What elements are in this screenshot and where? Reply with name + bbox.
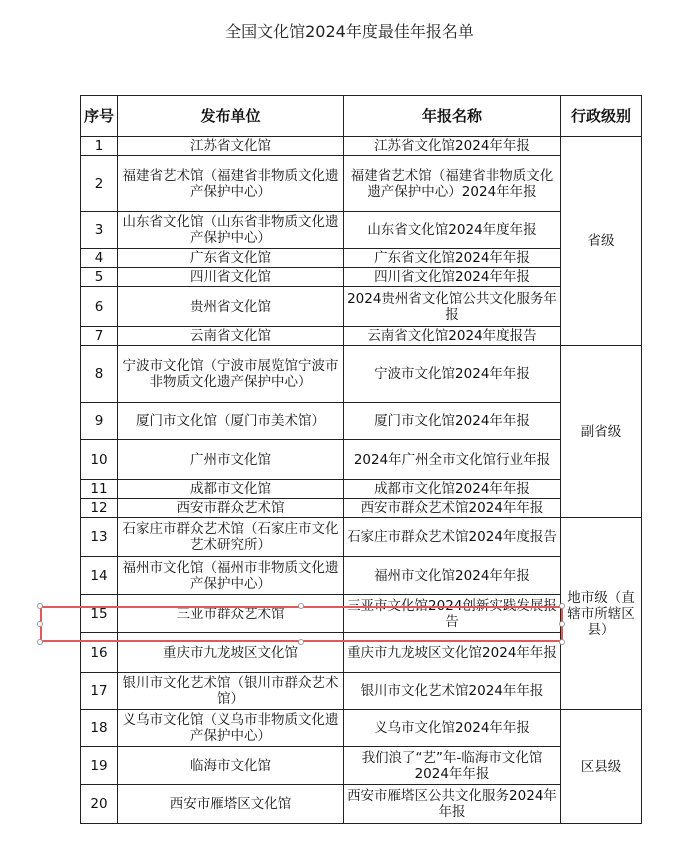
report-name: 福州市文化馆2024年年报	[344, 557, 561, 595]
publishing-unit: 石家庄市群众艺术馆（石家庄市文化艺术研究所）	[118, 518, 344, 557]
report-name: 四川省文化馆2024年年报	[344, 268, 561, 287]
publishing-unit: 广东省文化馆	[118, 249, 344, 268]
publishing-unit: 三亚市群众艺术馆	[118, 595, 344, 633]
row-number: 13	[81, 518, 118, 557]
row-number: 4	[81, 249, 118, 268]
row-number: 7	[81, 327, 118, 346]
publishing-unit: 银川市文化艺术馆（银川市群众艺术馆）	[118, 673, 344, 710]
level-cell: 副省级	[561, 346, 642, 518]
row-number: 19	[81, 747, 118, 785]
table-row	[81, 673, 642, 710]
row-number: 6	[81, 287, 118, 327]
table-row	[81, 785, 642, 824]
report-name: 厦门市文化馆2024年年报	[344, 403, 561, 440]
table-row	[81, 137, 642, 156]
report-name: 三亚市文化馆2024创新实践发展报告	[344, 595, 561, 633]
report-name: 江苏省文化馆2024年年报	[344, 137, 561, 156]
row-number: 3	[81, 212, 118, 249]
report-name: 广东省文化馆2024年年报	[344, 249, 561, 268]
report-name: 重庆市九龙坡区文化馆2024年年报	[344, 633, 561, 673]
level-cell: 地市级（直辖市所辖区县）	[561, 518, 642, 710]
row-number: 14	[81, 557, 118, 595]
resize-handle-top-middle[interactable]	[298, 603, 304, 609]
publishing-unit: 福建省艺术馆（福建省非物质文化遗产保护中心）	[118, 156, 344, 212]
publishing-unit: 贵州省文化馆	[118, 287, 344, 327]
table-row	[81, 212, 642, 249]
publishing-unit: 厦门市文化馆（厦门市美术馆）	[118, 403, 344, 440]
table-row	[81, 249, 642, 268]
page-title: 全国文化馆2024年度最佳年报名单	[225, 22, 474, 41]
row-number: 8	[81, 346, 118, 403]
report-name: 我们浪了“艺”年-临海市文化馆2024年年报	[344, 747, 561, 785]
table-row	[81, 518, 642, 557]
table-row	[81, 440, 642, 480]
table-row	[81, 557, 642, 595]
row-number: 12	[81, 499, 118, 518]
publishing-unit: 成都市文化馆	[118, 480, 344, 499]
resize-handle-bottom-middle[interactable]	[298, 639, 304, 645]
table-row	[81, 633, 642, 673]
table-row	[81, 747, 642, 785]
level-cell: 省级	[561, 137, 642, 346]
publishing-unit: 四川省文化馆	[118, 268, 344, 287]
table-row	[81, 403, 642, 440]
publishing-unit: 重庆市九龙坡区文化馆	[118, 633, 344, 673]
publishing-unit: 云南省文化馆	[118, 327, 344, 346]
row-number: 15	[81, 595, 118, 633]
publishing-unit: 义乌市文化馆（义乌市非物质文化遗产保护中心）	[118, 710, 344, 747]
row-number: 5	[81, 268, 118, 287]
row-number: 10	[81, 440, 118, 480]
table-row	[81, 499, 642, 518]
row-number: 16	[81, 633, 118, 673]
report-table	[80, 95, 642, 824]
row-number: 17	[81, 673, 118, 710]
table-header-row	[81, 96, 642, 137]
report-name: 西安市雁塔区公共文化服务2024年年报	[344, 785, 561, 824]
report-name: 义乌市文化馆2024年年报	[344, 710, 561, 747]
table-row	[81, 156, 642, 212]
table-row	[81, 287, 642, 327]
row-number: 9	[81, 403, 118, 440]
header-no: 序号	[81, 96, 118, 137]
table-row	[81, 268, 642, 287]
report-name: 石家庄市群众艺术馆2024年度报告	[344, 518, 561, 557]
report-name: 西安市群众艺术馆2024年年报	[344, 499, 561, 518]
resize-handle-middle-right[interactable]	[559, 621, 565, 627]
publishing-unit: 宁波市文化馆（宁波市展览馆宁波市非物质文化遗产保护中心）	[118, 346, 344, 403]
report-name: 2024年广州全市文化馆行业年报	[344, 440, 561, 480]
row-number: 18	[81, 710, 118, 747]
resize-handle-top-right[interactable]	[559, 603, 565, 609]
resize-handle-top-left[interactable]	[37, 603, 43, 609]
header-level: 行政级别	[561, 96, 642, 137]
header-unit: 发布单位	[118, 96, 344, 137]
row-number: 20	[81, 785, 118, 824]
row-number: 2	[81, 156, 118, 212]
level-cell: 区县级	[561, 710, 642, 824]
table-row	[81, 327, 642, 346]
resize-handle-bottom-right[interactable]	[559, 639, 565, 645]
publishing-unit: 西安市雁塔区文化馆	[118, 785, 344, 824]
resize-handle-bottom-left[interactable]	[37, 639, 43, 645]
report-name: 2024贵州省文化馆公共文化服务年报	[344, 287, 561, 327]
table-row	[81, 346, 642, 403]
report-name: 福建省艺术馆（福建省非物质文化遗产保护中心）2024年年报	[344, 156, 561, 212]
resize-handle-middle-left[interactable]	[37, 621, 43, 627]
report-name: 成都市文化馆2024年年报	[344, 480, 561, 499]
table-row	[81, 710, 642, 747]
publishing-unit: 山东省文化馆（山东省非物质文化遗产保护中心）	[118, 212, 344, 249]
header-report: 年报名称	[344, 96, 561, 137]
row-number: 1	[81, 137, 118, 156]
row-number: 11	[81, 480, 118, 499]
publishing-unit: 福州市文化馆（福州市非物质文化遗产保护中心）	[118, 557, 344, 595]
report-name: 云南省文化馆2024年度报告	[344, 327, 561, 346]
report-name: 银川市文化艺术馆2024年年报	[344, 673, 561, 710]
publishing-unit: 临海市文化馆	[118, 747, 344, 785]
report-name: 宁波市文化馆2024年年报	[344, 346, 561, 403]
publishing-unit: 广州市文化馆	[118, 440, 344, 480]
publishing-unit: 西安市群众艺术馆	[118, 499, 344, 518]
table-row	[81, 595, 642, 633]
publishing-unit: 江苏省文化馆	[118, 137, 344, 156]
table-row	[81, 480, 642, 499]
report-name: 山东省文化馆2024年度年报	[344, 212, 561, 249]
